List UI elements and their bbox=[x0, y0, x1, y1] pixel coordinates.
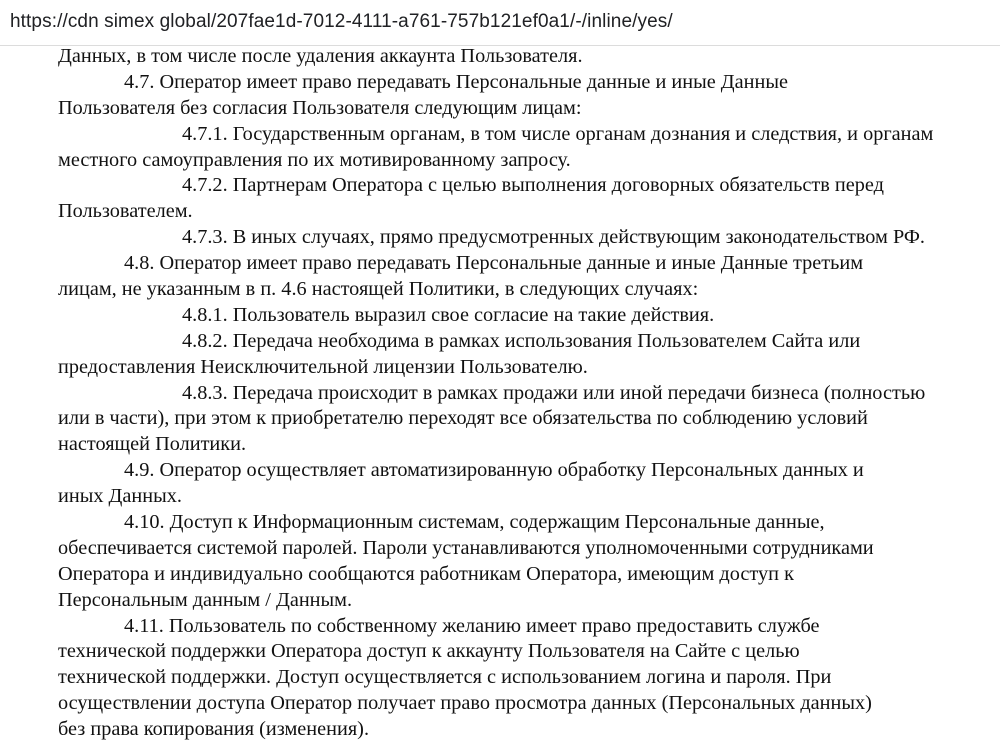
document-line: 4.8.2. Передача необходима в рамках использования Пользователем Сайта или bbox=[182, 329, 861, 352]
document-line: 4.7.1. Государственным органам, в том числе органам дознания и следствия, и органам bbox=[182, 122, 934, 145]
document-line: Данных, в том числе после удаления аккаунта Пользователя. bbox=[58, 45, 583, 67]
document-line: лицам, не указанным в п. 4.6 настоящей Политики, в следующих случаях: bbox=[58, 278, 699, 301]
document-line: настоящей Политики. bbox=[58, 433, 247, 456]
document-line: без права копирования (изменения). bbox=[58, 718, 370, 741]
document-line: 4.8. Оператор имеет право передавать Персональные данные и иные Данные третьим bbox=[124, 252, 864, 275]
document-line: иных Данных. bbox=[58, 485, 182, 508]
document-line: 4.8.1. Пользователь выразил свое согласие на такие действия. bbox=[182, 303, 715, 326]
document-line: 4.8.3. Передача происходит в рамках продажи или иной передачи бизнеса (полностью bbox=[182, 381, 926, 404]
document-line: 4.11. Пользователь по собственному желанию имеет право предоставить службе bbox=[124, 614, 820, 637]
document-line: 4.7.3. В иных случаях, прямо предусмотренных действующим законодательством РФ. bbox=[182, 226, 925, 249]
document-line: Пользователем. bbox=[58, 200, 193, 223]
document-line: предоставления Неисключительной лицензии Пользователю. bbox=[58, 355, 588, 378]
document-line: технической поддержки Оператора доступ к аккаунту Пользователя на Сайте с целью bbox=[58, 640, 800, 663]
document-line: обеспечивается системой паролей. Пароли устанавливаются уполномоченными сотрудниками bbox=[58, 536, 874, 559]
document-line: Персональным данным / Данным. bbox=[58, 588, 353, 611]
document-line: осуществлении доступа Оператор получает право просмотра данных (Персональных данных) bbox=[58, 692, 872, 715]
url-text[interactable]: https://cdn simex global/207fae1d-7012-4111-a761-757b121ef0a1/-/inline/yes/ bbox=[10, 11, 673, 32]
document-line: Оператора и индивидуально сообщаются работникам Оператора, имеющим доступ к bbox=[58, 562, 794, 585]
document-line: 4.10. Доступ к Информационным системам, содержащим Персональные данные, bbox=[124, 511, 825, 534]
document-line: Пользователя без согласия Пользователя следующим лицам: bbox=[58, 96, 582, 119]
document-line: 4.7.2. Партнерам Оператора с целью выполнения договорных обязательств перед bbox=[182, 174, 884, 197]
document-line: технической поддержки. Доступ осуществляется с использованием логина и пароля. При bbox=[58, 666, 832, 689]
document-line: или в части), при этом к приобретателю переходят все обязательства по соблюдению условий bbox=[58, 407, 868, 430]
document-line: 4.9. Оператор осуществляет автоматизированную обработку Персональных данных и bbox=[124, 459, 864, 482]
document-line: местного самоуправления по их мотивированному запросу. bbox=[58, 148, 571, 171]
document-line: 4.7. Оператор имеет право передавать Персональные данные и иные Данные bbox=[124, 70, 788, 93]
address-bar[interactable] bbox=[0, 0, 1000, 46]
document-body bbox=[58, 44, 988, 743]
